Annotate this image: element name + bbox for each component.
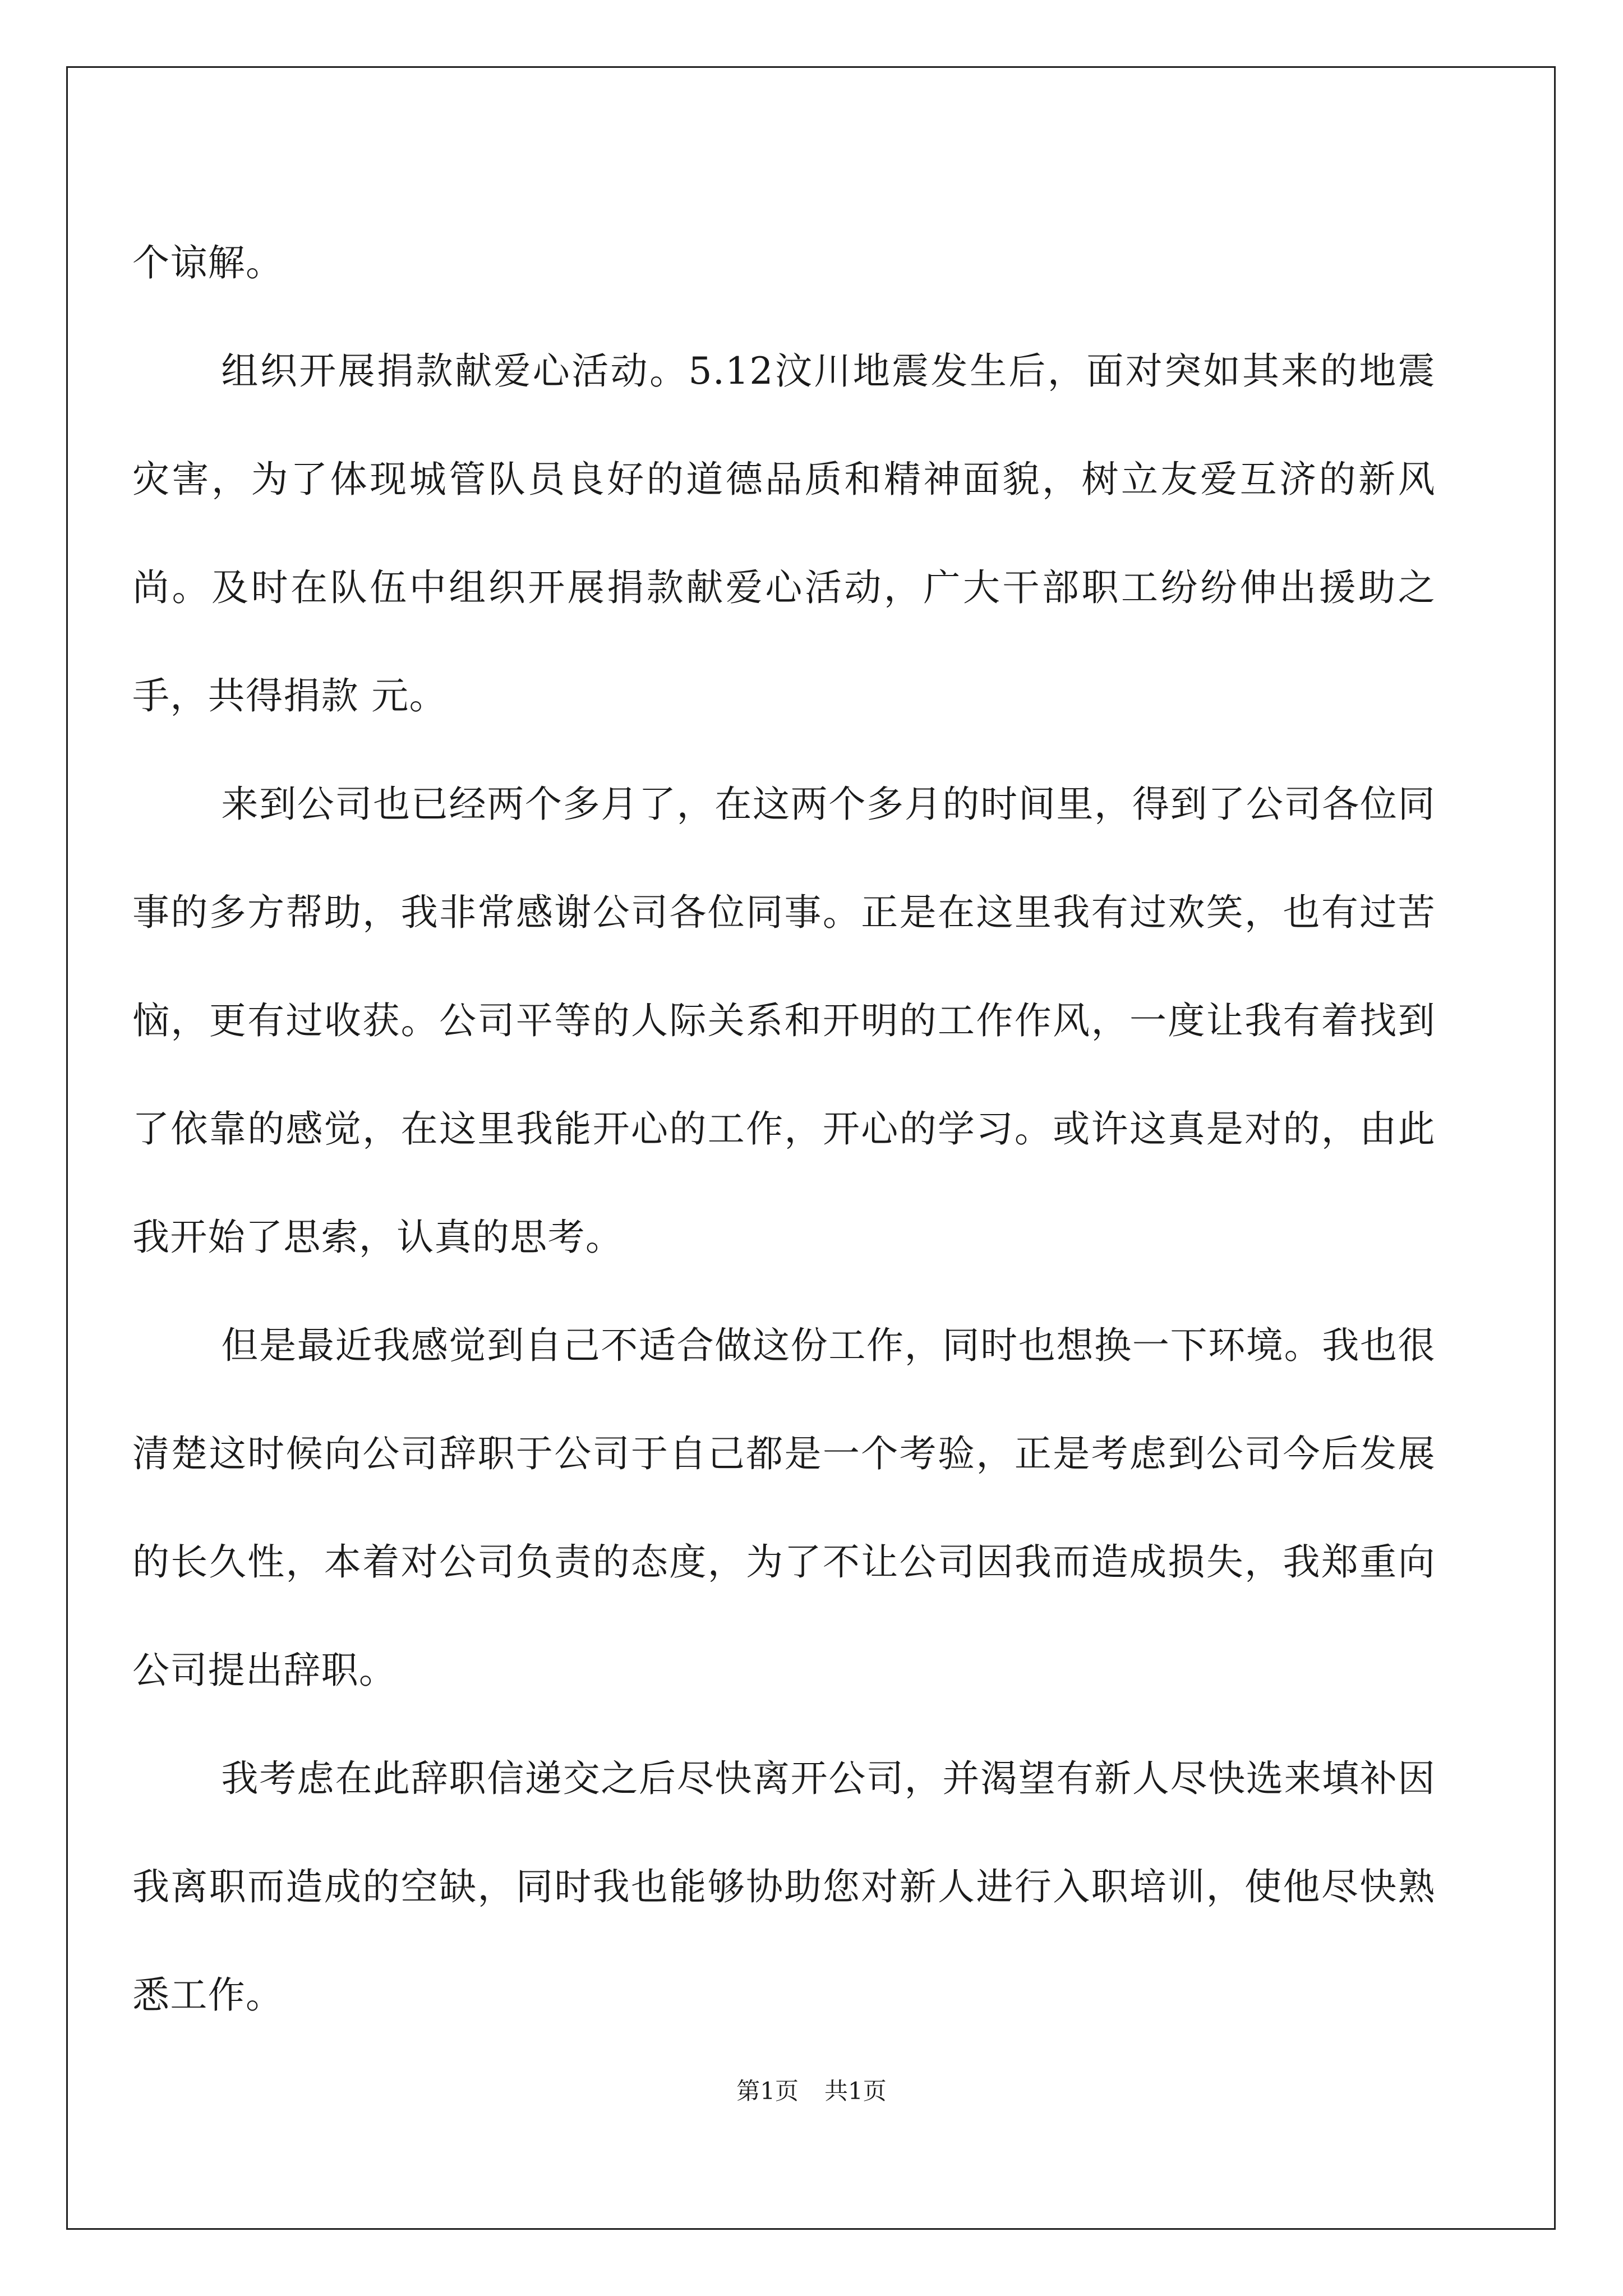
paragraph-4: 但是最近我感觉到自己不适合做这份工作，同时也想换一下环境。我也很清楚这时候向公司辞职于公司于自己都是一个考验，正是考虑到公司今后发展的长久性，本着对公司负责的态度，为了不让公司因我而造成损失，我郑重向公司提出辞职。 bbox=[132, 1324, 1436, 1692]
page-number: 第1页 bbox=[736, 2077, 799, 2105]
page-footer bbox=[0, 2074, 1623, 2108]
paragraph-3: 来到公司也已经两个多月了，在这两个多月的时间里，得到了公司各位同事的多方帮助，我非常感谢公司各位同事。正是在这里我有过欢笑，也有过苦恼，更有过收获。公司平等的人际关系和开明的工作作风，一度让我有着找到了依靠的感觉，在这里我能开心的工作，开心的学习。或许这真是对的，由此我开始了思索，认真的思考。 bbox=[132, 783, 1436, 1259]
paragraph-1: 个谅解。 bbox=[132, 241, 284, 284]
paragraph-5: 我考虑在此辞职信递交之后尽快离开公司，并渴望有新人尽快选来填补因我离职而造成的空缺，同时我也能够协助您对新人进行入职培训，使他尽快熟悉工作。 bbox=[132, 1757, 1436, 2017]
page-total: 共1页 bbox=[824, 2077, 887, 2105]
paragraph-2: 组织开展捐款献爱心活动。5.12汶川地震发生后，面对突如其来的地震灾害，为了体现城管队员良好的道德品质和精神面貌，树立友爱互济的新风尚。及时在队伍中组织开展捐款献爱心活动，广大干部职工纷纷伸出援助之手，共得捐款 元。 bbox=[132, 349, 1436, 717]
document-body bbox=[132, 209, 1436, 2049]
